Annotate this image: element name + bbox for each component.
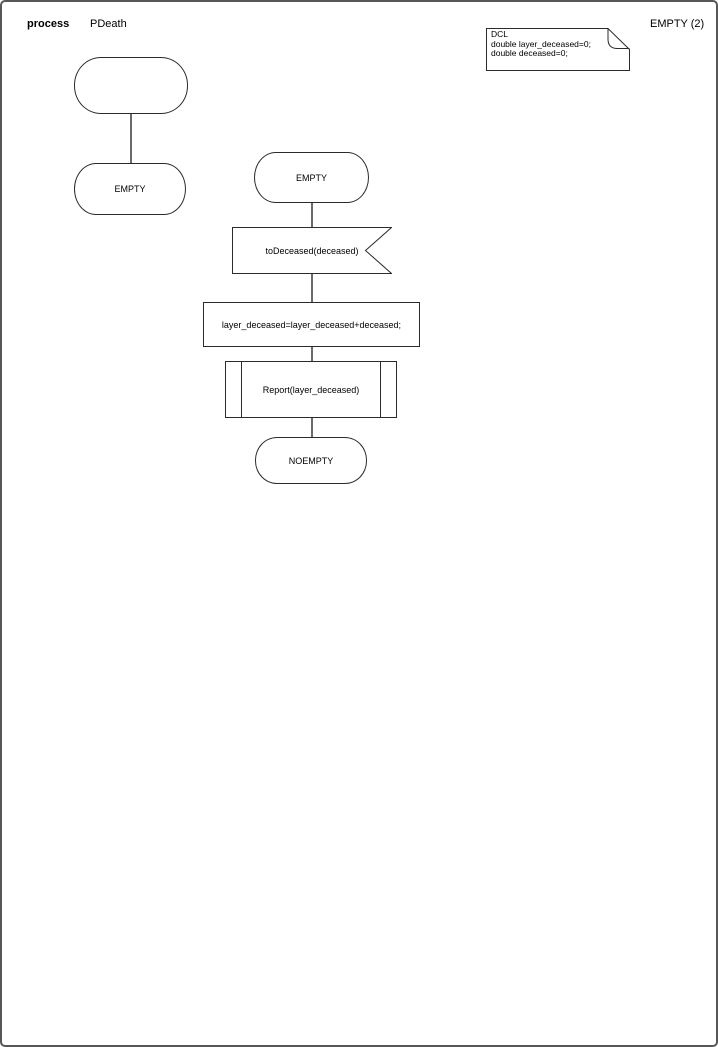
page-label: EMPTY (2) (650, 18, 705, 30)
input-signal-symbol[interactable] (232, 227, 392, 274)
connector-input-to-task (311, 274, 313, 302)
state-empty-left[interactable] (74, 163, 186, 215)
task-label: layer_deceased=layer_deceased+deceased; (221, 319, 402, 330)
process-kind-label: process (27, 18, 70, 30)
declaration-line: DCL (491, 29, 509, 39)
declaration-line: double layer_deceased=0; (491, 38, 591, 49)
state-noempty[interactable] (255, 437, 367, 484)
connector-procedure-to-state (311, 418, 313, 437)
state-label: EMPTY (295, 172, 327, 183)
connector-task-to-procedure (311, 347, 313, 361)
input-signal-label: toDeceased(deceased) (265, 245, 359, 256)
state-label: NOEMPTY (288, 455, 334, 466)
start-symbol-label (75, 58, 187, 113)
declaration-lines (491, 30, 591, 59)
procedure-call-label: Report(layer_deceased) (262, 384, 360, 395)
task-symbol[interactable] (203, 302, 420, 347)
state-label: EMPTY (114, 184, 146, 194)
procedure-right-bar-icon (380, 362, 381, 417)
connector-start-to-left-state (130, 114, 132, 163)
start-symbol[interactable] (74, 57, 188, 114)
state-empty-mid[interactable] (254, 152, 369, 203)
connector-state-to-input (311, 203, 313, 227)
declaration-line: double deceased=0; (491, 48, 568, 59)
process-name: PDeath (90, 18, 127, 30)
declaration-text-symbol[interactable] (486, 28, 630, 71)
procedure-left-bar-icon (241, 362, 242, 417)
procedure-call-symbol[interactable] (225, 361, 397, 418)
